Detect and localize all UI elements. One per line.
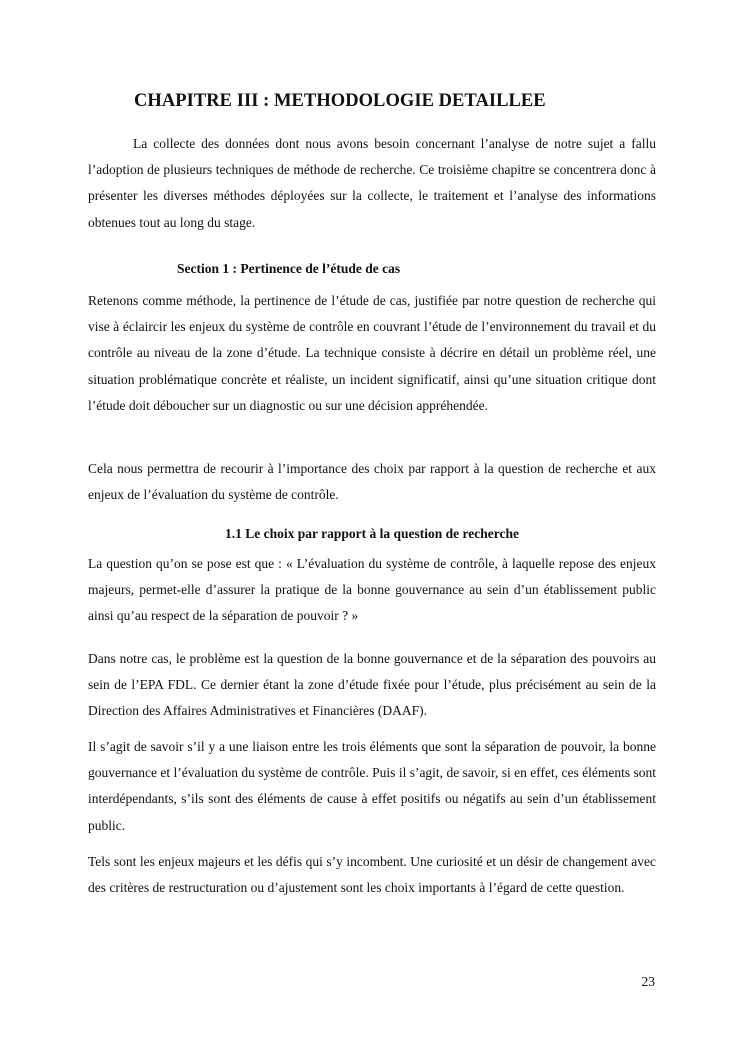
chapter-title: CHAPITRE III : METHODOLOGIE DETAILLEE (134, 91, 546, 111)
page-number: 23 (641, 974, 655, 989)
subsection-1-1-paragraph-1: La question qu’on se pose est que : « L’évaluation du système de contrôle, à laquelle repose des enjeux majeurs, permet-elle d’assurer la pratique de la bonne gouvernance au sein d’un établissement public ainsi qu’au respect de la séparation de pouvoir ? » (88, 556, 656, 624)
section-1-title: Section 1 : Pertinence de l’étude de cas (177, 261, 401, 276)
section-1-paragraph-1: Retenons comme méthode, la pertinence de l’étude de cas, justifiée par notre question de recherche qui vise à éclaircir les enjeux du système de contrôle en couvrant l’étude de l’environnement du travail et du contrôle au niveau de la zone d’étude. La technique consiste à décrire en détail un problème réel, une situation problématique concrète et réaliste, un incident significatif, ainsi qu’une situation critique dont l’étude doit déboucher sur un diagnostic ou sur une décision appréhendée. (88, 293, 656, 413)
subsection-1-1-paragraph-2: Dans notre cas, le problème est la question de la bonne gouvernance et de la séparation des pouvoirs au sein de l’EPA FDL. Ce dernier étant la zone d’étude fixée pour l’étude, plus précisément au sein de la Direction des Affaires Administratives et Financières (DAAF). (88, 651, 656, 719)
subsection-1-1-paragraph-4: Tels sont les enjeux majeurs et les défis qui s’y incombent. Une curiosité et un désir de changement avec des critères de restructuration ou d’ajustement sont les choix importants à l’égard de cette question. (88, 854, 656, 896)
subsection-1-1-paragraph-3: Il s’agit de savoir s’il y a une liaison entre les trois éléments que sont la séparation de pouvoir, la bonne gouvernance et l’évaluation du système de contrôle. Puis il s’agit, de savoir, si en effet, ces éléments sont interdépendants, s’ils sont des éléments de cause à effet positifs ou négatifs au sein d’un établissement public. (88, 739, 656, 833)
subsection-1-1-title: 1.1 Le choix par rapport à la question de recherche (225, 526, 519, 541)
intro-paragraph: La collecte des données dont nous avons besoin concernant l’analyse de notre sujet a fallu l’adoption de plusieurs techniques de méthode de recherche. Ce troisième chapitre se concentrera donc à présenter les diverses méthodes déployées sur la collecte, le traitement et l’analyse des informations obtenues tout au long du stage. (88, 136, 656, 230)
section-1-paragraph-2: Cela nous permettra de recourir à l’importance des choix par rapport à la question de recherche et aux enjeux de l’évaluation du système de contrôle. (88, 461, 656, 503)
